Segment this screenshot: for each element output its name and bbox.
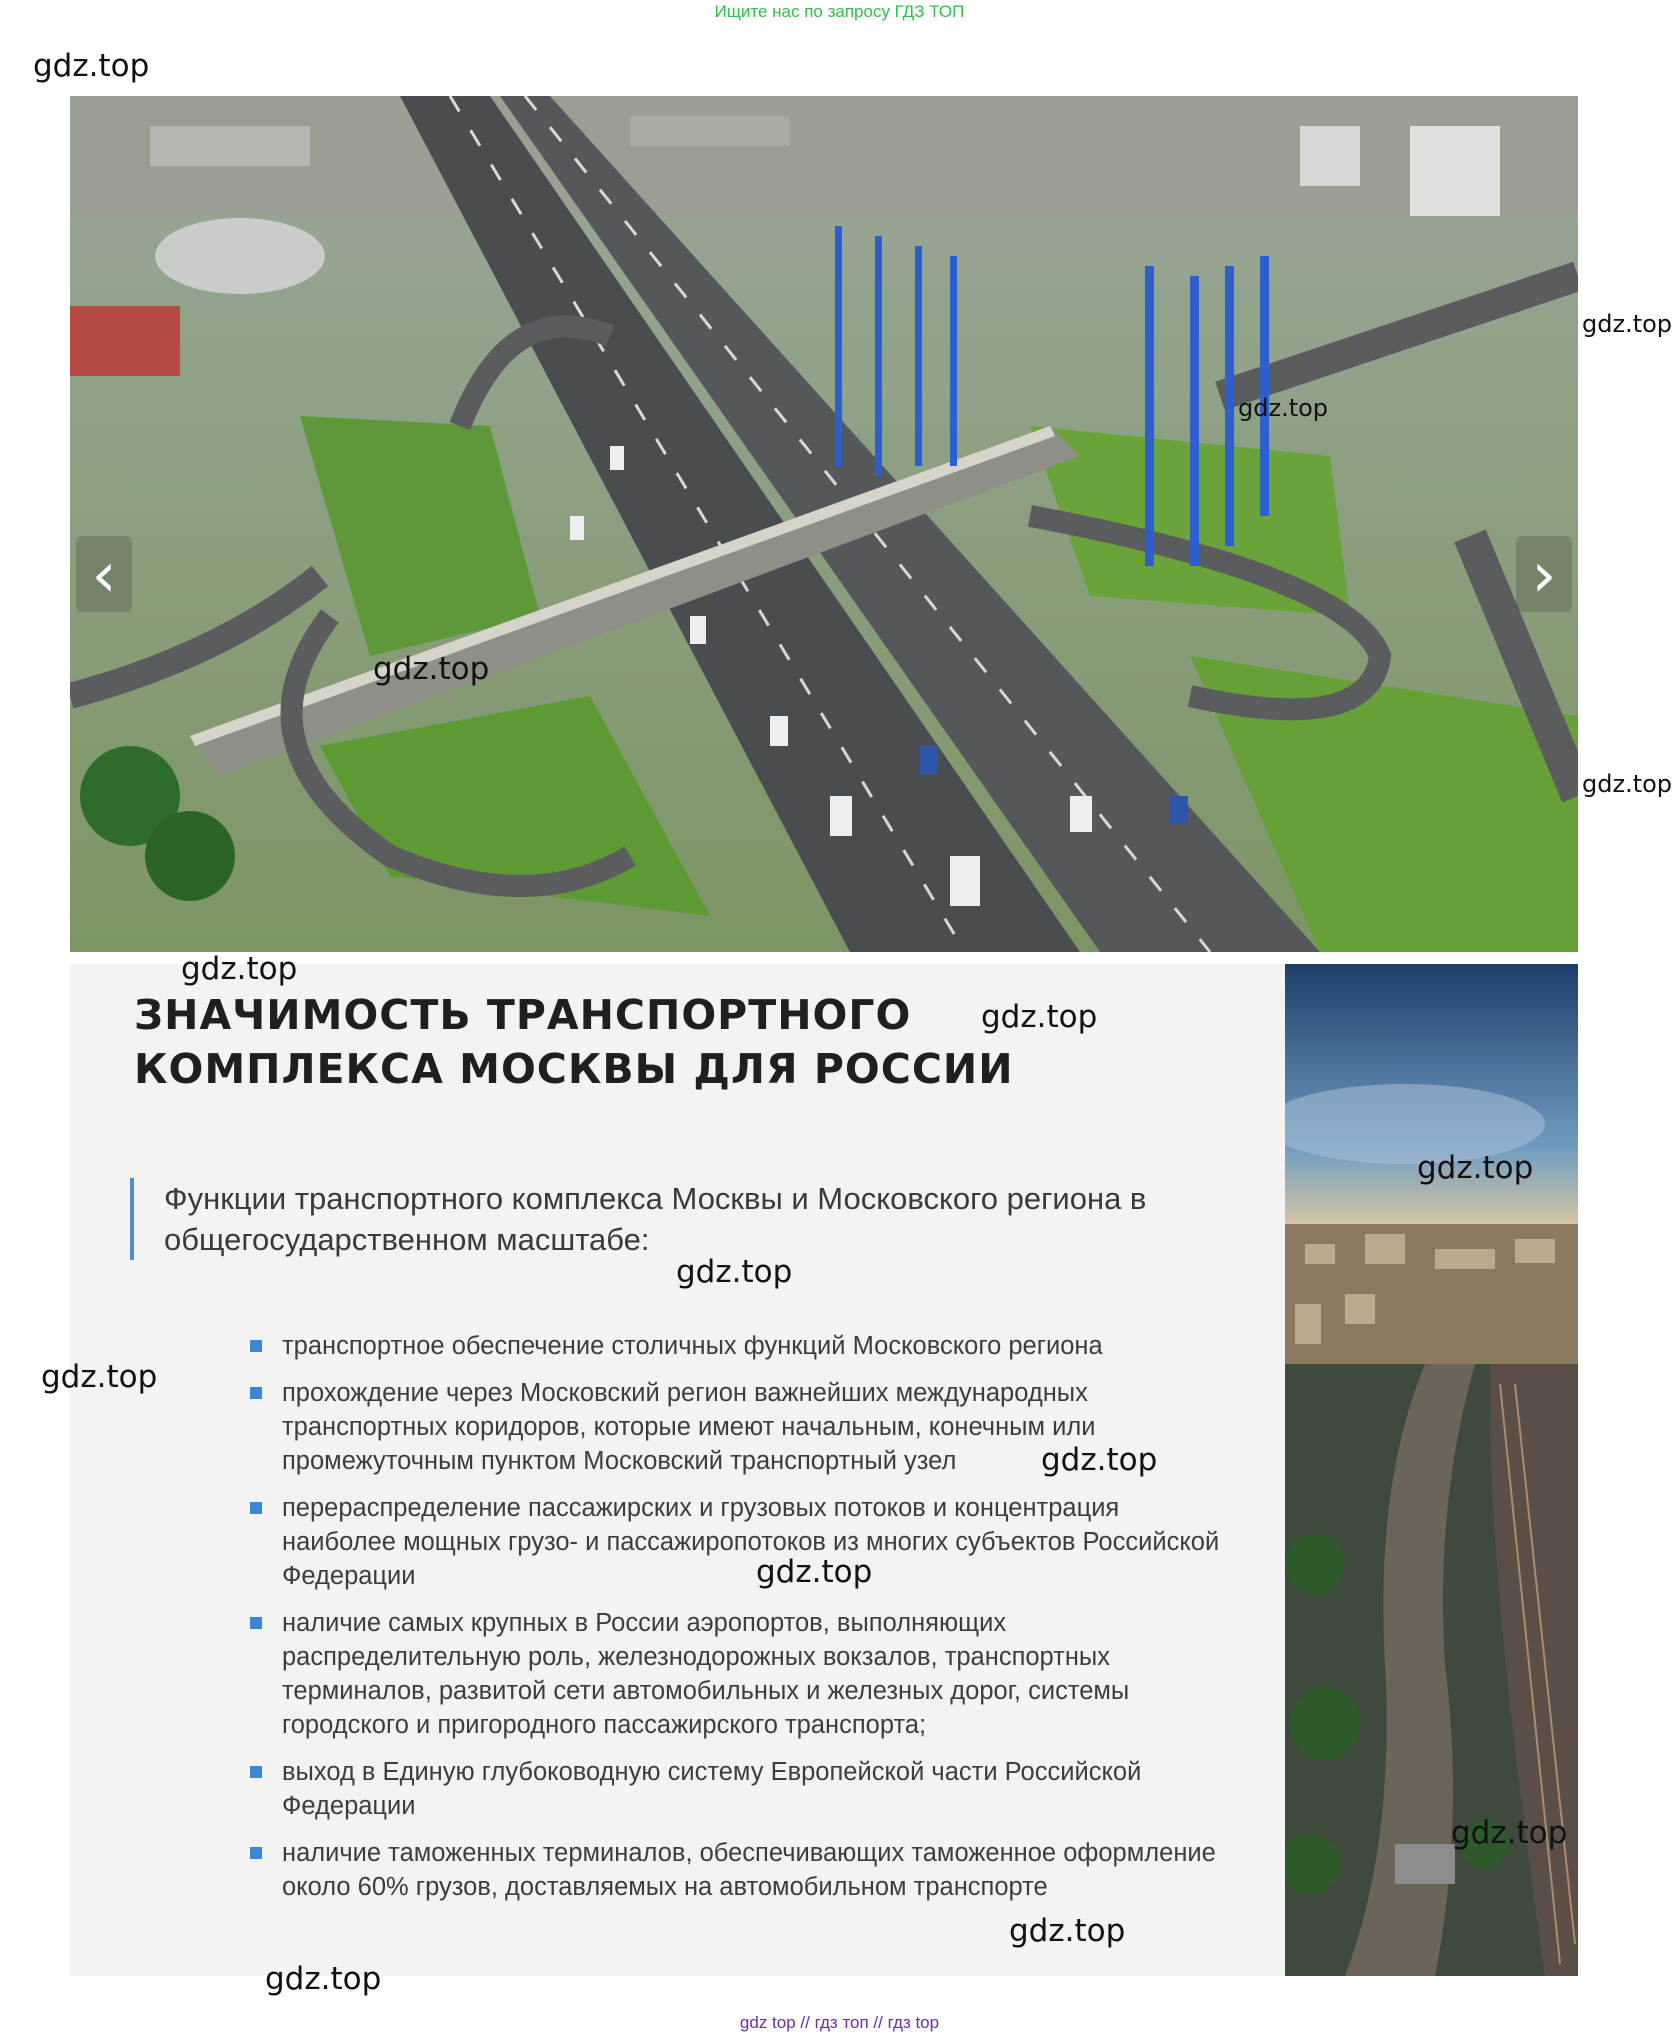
slide-quote: Функции транспортного комплекса Москвы и Московского региона в общегосударственном масштабе: [130, 1178, 1304, 1260]
footer-links[interactable]: gdz top // гдз топ // гдз top [739, 2013, 940, 2032]
watermark: gdz.top [41, 1359, 158, 1395]
watermark: gdz.top [1582, 310, 1673, 338]
top-banner: Ищите нас по запросу ГДЗ ТОП [714, 2, 965, 21]
watermark: gdz.top [1009, 1913, 1126, 1949]
watermark: gdz.top [1041, 1442, 1158, 1478]
slide-title-line-1: ЗНАЧИМОСТЬ ТРАНСПОРТНОГО [134, 991, 912, 1039]
list-item: перераспределение пассажирских и грузовых потоков и концентрация наиболее мощных грузо- и пассажиропотоков из многих субъектов Российской Федерации [250, 1491, 1230, 1593]
list-item: прохождение через Московский регион важнейших международных транспортных коридоров, которые имеют начальным, конечным или промежуточным пунктом Московский транспортный узел [250, 1376, 1230, 1478]
watermark: gdz.top [1417, 1150, 1534, 1186]
watermark: gdz.top [1238, 394, 1329, 422]
bullet-marker-icon [250, 1847, 262, 1859]
watermark: gdz.top [1451, 1815, 1568, 1851]
bullet-marker-icon [250, 1502, 262, 1514]
highway-illustration [70, 96, 1578, 952]
slide-title-line-2: КОМПЛЕКСА МОСКВЫ ДЛЯ РОССИИ [134, 1045, 1014, 1093]
list-item: транспортное обеспечение столичных функций Московского региона [250, 1329, 1230, 1363]
bullet-marker-icon [250, 1766, 262, 1778]
highway-interchange-photo [70, 96, 1578, 952]
previous-slide-button[interactable]: ‹ [76, 536, 132, 612]
presentation-slide [70, 964, 1578, 1976]
list-item: выход в Единую глубоководную систему Европейской части Российской Федерации [250, 1755, 1230, 1823]
next-slide-button[interactable]: › [1516, 536, 1572, 612]
bullet-marker-icon [250, 1617, 262, 1629]
watermark: gdz.top [756, 1554, 873, 1590]
bullet-list [250, 1329, 1230, 1917]
list-item: наличие таможенных терминалов, обеспечивающих таможенное оформление около 60% грузов, доставляемых на автомобильном транспорте [250, 1836, 1230, 1904]
watermark: gdz.top [676, 1254, 793, 1290]
watermark: gdz.top [181, 951, 298, 987]
watermark: gdz.top [265, 1961, 382, 1997]
watermark: gdz.top [1582, 770, 1673, 798]
watermark: gdz.top [981, 999, 1098, 1035]
slide-title [134, 988, 1074, 1096]
bullet-marker-icon [250, 1387, 262, 1399]
list-item: наличие самых крупных в России аэропортов, выполняющих распределительную роль, железнодорожных вокзалов, транспортных терминалов, развитой сети автомобильных и железных дорог, системы городского и пригородного пассажирского транспорта; [250, 1606, 1230, 1742]
bullet-marker-icon [250, 1340, 262, 1352]
watermark: gdz.top [33, 48, 150, 84]
watermark: gdz.top [373, 651, 490, 687]
